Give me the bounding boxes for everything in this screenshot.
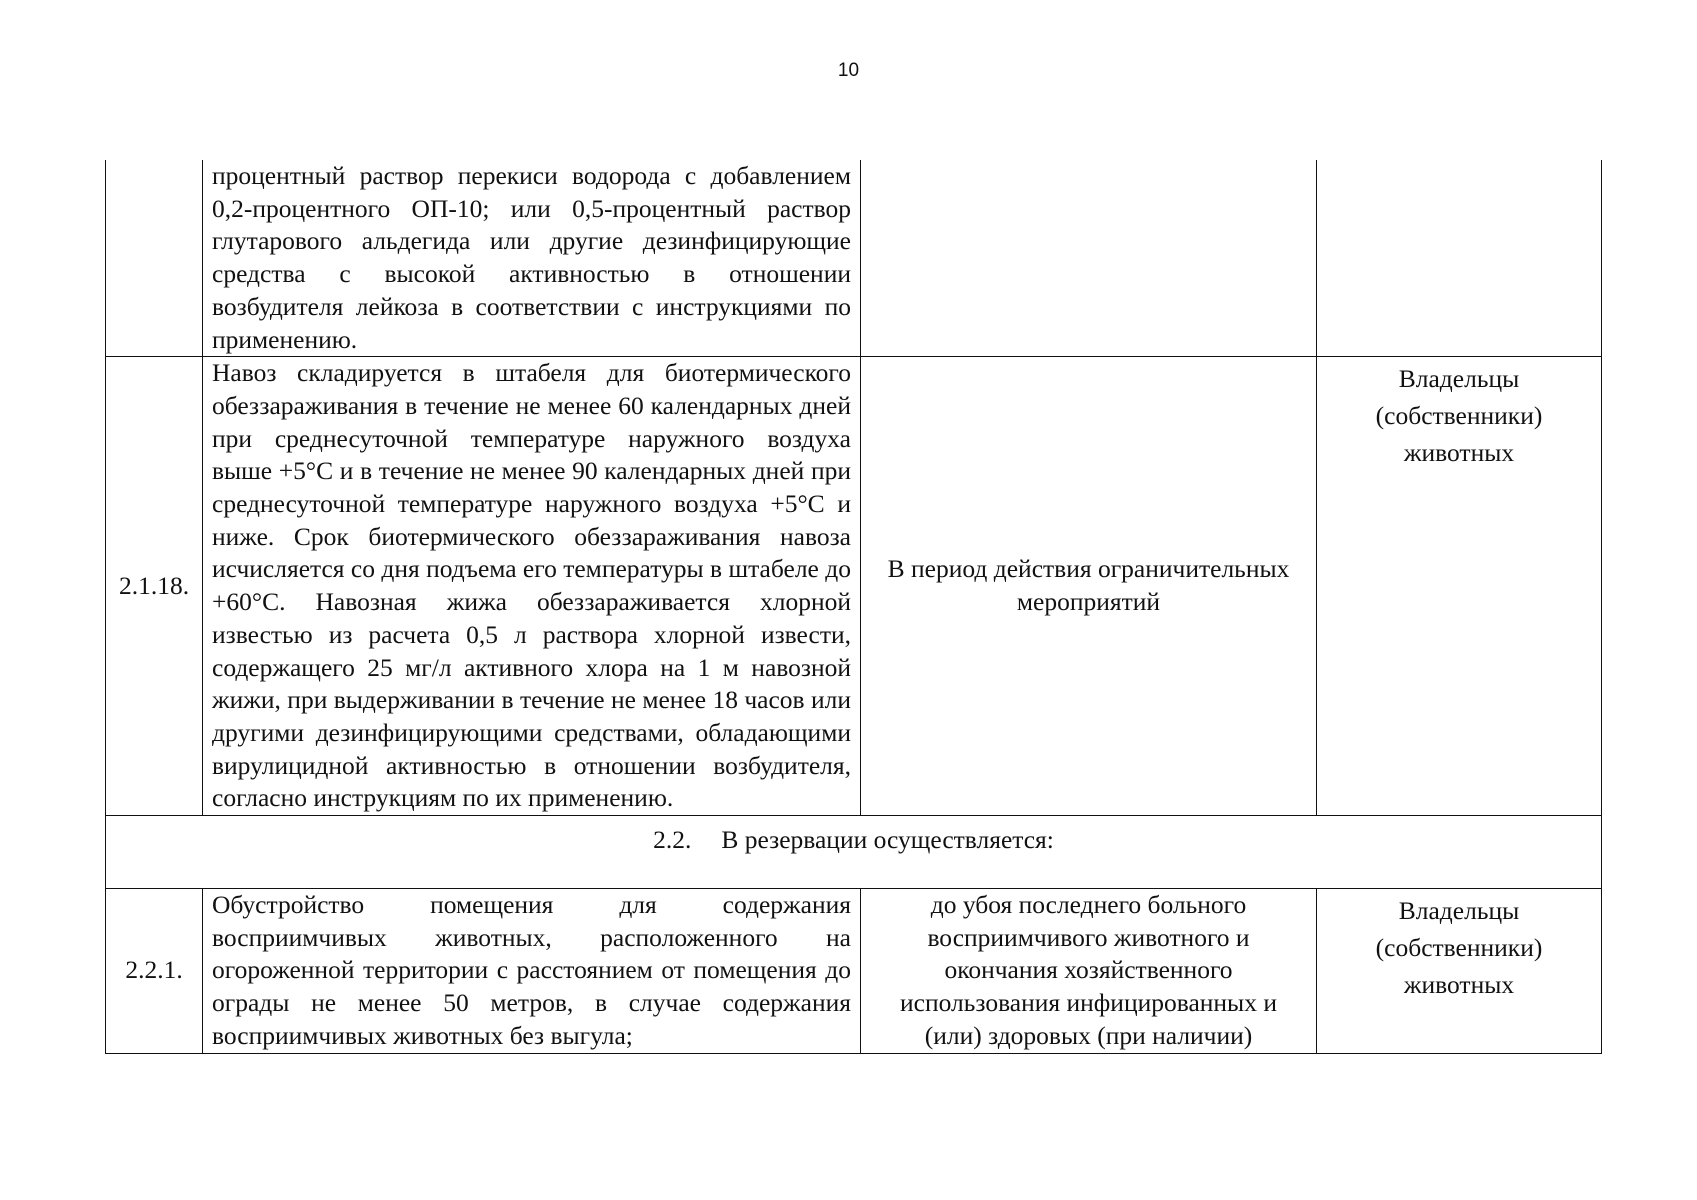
table-row <box>106 160 1602 357</box>
section-title: В резервации осуществляется: <box>721 825 1054 855</box>
row-description-cell <box>203 160 861 357</box>
row-term-cell: до убоя последнего больного восприимчивого животного и окончания хозяйственного использования инфицированных и (или) здоровых (при наличии) <box>861 889 1317 1054</box>
section-number: 2.2. <box>653 825 692 855</box>
row-number-cell: 2.2.1. <box>106 889 203 1054</box>
measures-table <box>105 160 1602 1054</box>
row-responsible-cell <box>1317 357 1602 816</box>
section-heading-cell <box>106 816 1602 889</box>
row-responsible: Владельцы (собственники) животных <box>1375 364 1543 468</box>
table-row <box>106 889 1602 1054</box>
row-number-cell: 2.1.18. <box>106 357 203 816</box>
section-row <box>106 816 1602 889</box>
row-description-cell <box>203 889 861 1054</box>
row-description: Навоз складируется в штабеля для биотермического обеззараживания в течение не менее 60 календарных дней при среднесуточной температуре наружного воздуха выше +5°С и в течение не менее 90 календарных дней при среднесуточной температуре наружного воздуха +5°С и ниже. Срок биотермического обеззараживания навоза исчисляется со дня подъема его температуры в штабеле до +60°С. Навозная жижа обеззараживается хлорной известью из расчета 0,5 л раствора хлорной извести, содержащего 25 мг/л активного хлора на 1 м навозной жижи, при выдерживании в течение не менее 18 часов или другими дезинфицирующими средствами, обладающими вирулицидной активностью в отношении возбудителя, согласно инструкциям по их применению. <box>212 358 851 813</box>
row-responsible-cell <box>1317 160 1602 357</box>
row-responsible: Владельцы (собственники) животных <box>1375 896 1543 1000</box>
row-term-cell <box>861 160 1317 357</box>
row-number-cell <box>106 160 203 357</box>
row-description-cell <box>203 357 861 816</box>
table-row <box>106 357 1602 816</box>
row-term-cell: В период действия ограничительных мероприятий <box>861 357 1317 816</box>
row-description: процентный раствор перекиси водорода с добавлением 0,2-процентного ОП-10; или 0,5-процентный раствор глутарового альдегида или другие дезинфицирующие средства с высокой активностью в отношении возбудителя лейкоза в соответствии с инструкциями по применению. <box>212 161 851 354</box>
row-description: Обустройство помещения для содержания восприимчивых животных, расположенного на огороженной территории с расстоянием от помещения до ограды не менее 50 метров, в случае содержания восприимчивых животных без выгула; <box>212 890 851 1050</box>
row-responsible-cell <box>1317 889 1602 1054</box>
page-number: 10 <box>837 60 860 81</box>
